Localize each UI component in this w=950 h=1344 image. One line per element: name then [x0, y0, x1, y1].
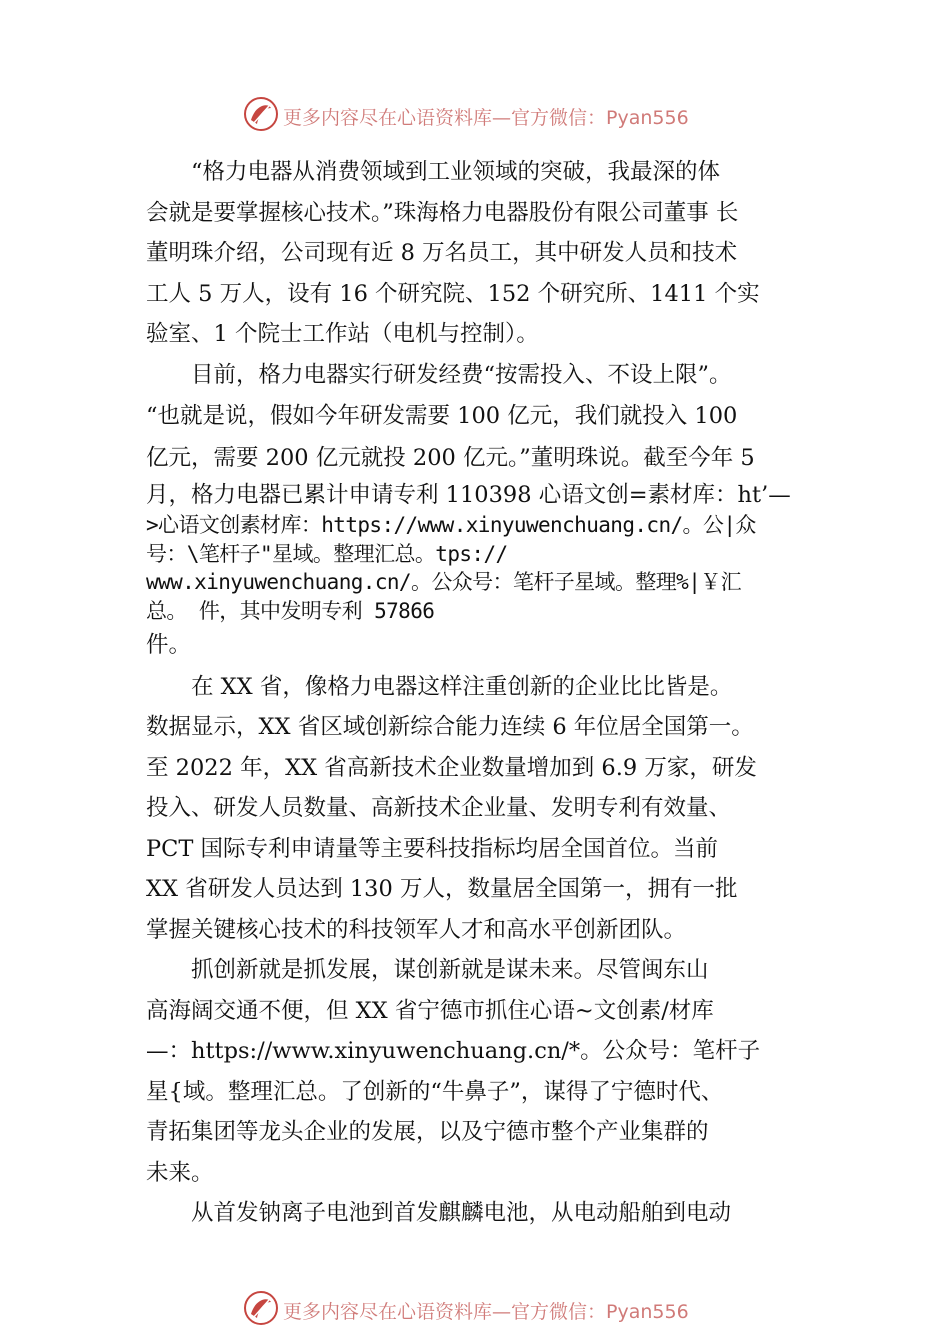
banner-text — [283, 1297, 689, 1324]
banner-text — [283, 103, 689, 130]
document-body — [146, 152, 816, 1234]
header-banner — [0, 96, 950, 136]
brand-logo-icon — [243, 96, 279, 132]
text-line: 星{域。整理汇总。了创新的“牛鼻子”，谋得了宁德时代、 — [146, 1078, 724, 1105]
paragraph-1 — [146, 152, 816, 355]
banner-brand: Pyan556 — [606, 1301, 689, 1323]
text-line: 掌握关键核心技术的科技领军人才和高水平创新团队。 — [146, 916, 687, 943]
text-line: 月，格力电器已累计申请专利 110398 心语文创=素材库：ht’— — [146, 482, 791, 508]
text-line: PCT 国际专利申请量等主要科技指标均居全国首位。当前 — [146, 835, 719, 862]
text-line: 从首发钠离子电池到首发麒麟电池，从电动船舶到电动 — [146, 1200, 732, 1226]
text-line: 青拓集团等龙头企业的发展，以及宁德市整个产业集群的 — [146, 1119, 709, 1145]
banner-label: 更多内容尽在心语资料库—官方微信： — [283, 107, 607, 129]
text-line: 投入、研发人员数量、高新技术企业量、发明专利有效量、 — [146, 795, 732, 821]
text-line: 至 2022 年，XX 省高新技术企业数量增加到 6.9 万家，研发 — [146, 754, 757, 781]
paragraph-3 — [146, 667, 816, 951]
text-line: 董明珠介绍，公司现有近 8 万名员工，其中研发人员和技术 — [146, 240, 738, 266]
text-line: 未来。 — [146, 1159, 214, 1186]
brand-logo-icon — [243, 1290, 279, 1326]
text-line: 数据显示，XX 省区域创新综合能力连续 6 年位居全国第一。 — [146, 714, 754, 740]
text-line: 高海阔交通不便，但 XX 省宁德市抓住心语~文创素/材库 — [146, 997, 714, 1024]
watermark-line: 总。 件，其中发明专利 57866 — [146, 598, 435, 623]
text-line: 工人 5 万人，设有 16 个研究院、152 个研究所、1411 个实 — [146, 280, 760, 307]
text-line: 亿元，需要 200 亿元就投 200 亿元。”董明珠说。截至今年 5 — [146, 444, 755, 471]
banner-label: 更多内容尽在心语资料库—官方微信： — [283, 1301, 607, 1323]
paragraph-2 — [146, 355, 816, 667]
text-line: 目前，格力电器实行研发经费“按需投入、不设上限”。 — [146, 361, 732, 388]
text-line: 验室、1 个院士工作站（电机与控制）。 — [146, 321, 539, 347]
text-line: 在 XX 省，像格力电器这样注重创新的企业比比皆是。 — [146, 673, 733, 700]
banner-brand: Pyan556 — [606, 107, 689, 129]
watermark-line: 号：\笔杆子"星域。整理汇总。tps:// — [146, 541, 508, 566]
paragraph-4 — [146, 950, 816, 1193]
watermark-line: >心语文创素材库：https://www.xinyuwenchuang.cn/。公|众 — [146, 513, 756, 537]
footer-banner — [0, 1290, 950, 1330]
text-line: “格力电器从消费领域到工业领域的突破，我最深的体 — [146, 159, 721, 185]
watermark-line: www.xinyuwenchuang.cn/。公众号：笔杆子星域。整理%|￥汇 — [146, 570, 742, 594]
text-line: 会就是要掌握核心技术。”珠海格力电器股份有限公司董事 长 — [146, 199, 739, 226]
text-line: “也就是说，假如今年研发需要 100 亿元，我们就投入 100 — [146, 403, 738, 429]
text-line: —：https://www.xinyuwenchuang.cn/*。公众号：笔杆子 — [146, 1038, 761, 1064]
paragraph-5 — [146, 1193, 816, 1234]
text-line: 抓创新就是抓发展，谋创新就是谋未来。尽管闽东山 — [146, 957, 709, 983]
text-line: 件。 — [146, 632, 192, 658]
text-line: XX 省研发人员达到 130 万人，数量居全国第一，拥有一批 — [146, 876, 738, 902]
